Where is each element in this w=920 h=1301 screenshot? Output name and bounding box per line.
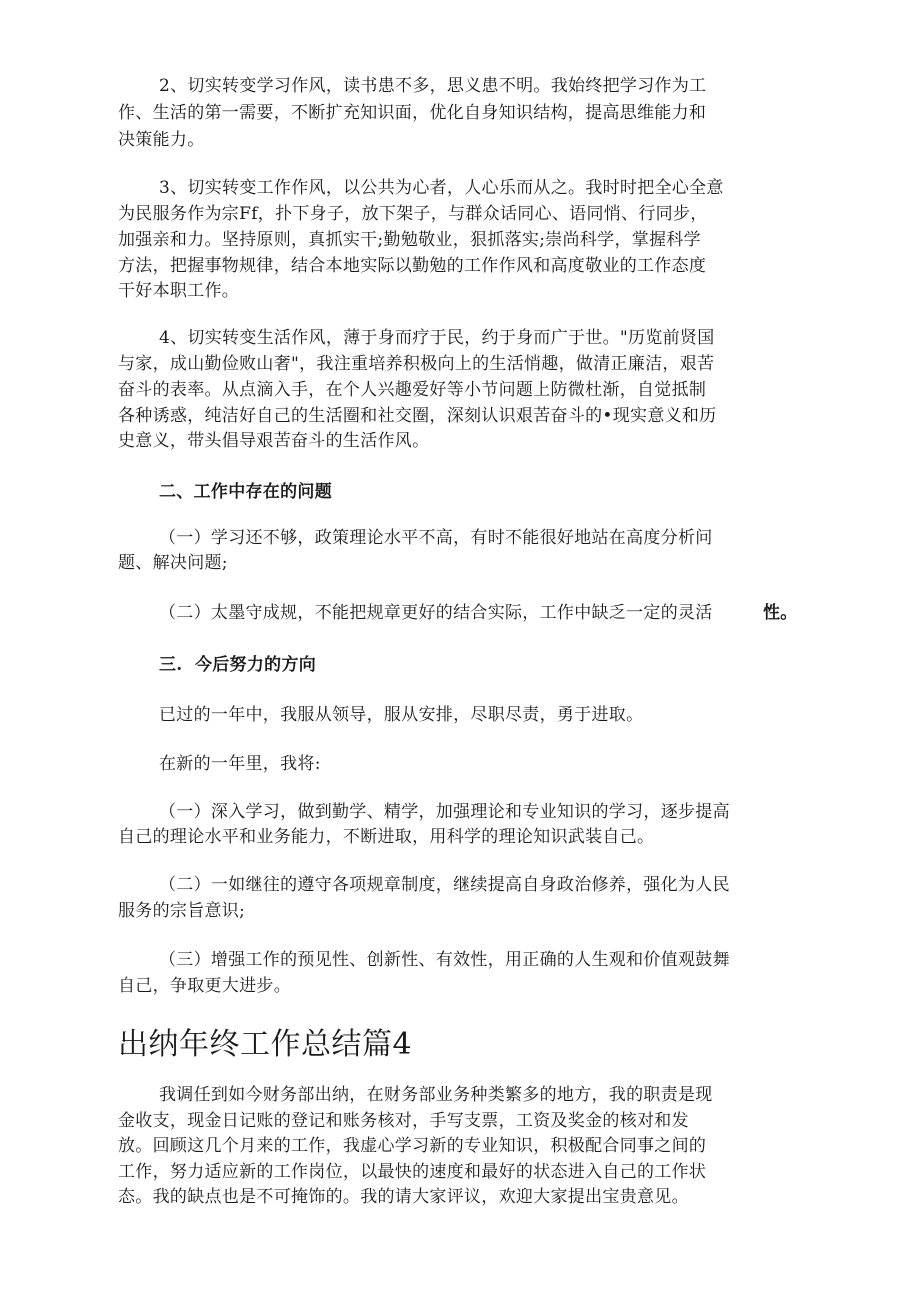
paragraph-4-line-3: 奋斗的表率。从点滴入手，在个人兴趣爱好等小节问题上防微杜渐，自觉抵制	[118, 380, 707, 400]
section-3-heading: 三. 今后努力的方向	[159, 655, 317, 675]
article-4-line-2: 金收支，现金日记账的登记和账务核对，手写支票，工资及奖金的核对和发	[118, 1111, 689, 1131]
section-2-item-1-line-2: 题、解决问题;	[118, 553, 228, 573]
paragraph-3-line-5: 干好本职工作。	[118, 281, 240, 301]
section-2-item-2-end: 性。	[763, 603, 798, 623]
section-2-heading: 二、工作中存在的问题	[159, 482, 332, 502]
section-3-paragraph-1: 已过的一年中，我服从领导，服从安排，尽职尽责，勇于进取。	[159, 705, 644, 725]
paragraph-3-line-1: 3、切实转变工作作风，以公共为心者，人心乐而从之。我时时把全心全意	[159, 178, 724, 198]
section-3-item-3-line-1: （三）增强工作的预见性、创新性、有效性，用正确的人生观和价值观鼓舞	[159, 950, 730, 970]
section-3-item-1-line-2: 自己的理论水平和业务能力，不断进取，用科学的理论知识武装自己。	[118, 827, 655, 847]
article-4-line-3: 放。回顾这几个月来的工作，我虚心学习新的专业知识，积极配合同事之间的	[118, 1136, 707, 1156]
article-4-title: 出纳年终工作总结篇4	[118, 1027, 413, 1062]
article-4-line-1: 我调任到如今财务部出纳，在财务部业务种类繁多的地方，我的职责是现	[159, 1085, 713, 1105]
paragraph-4-line-5: 史意义，带头倡导艰苦奋斗的生活作风。	[118, 431, 430, 451]
section-3-item-1-line-1: （一）深入学习，做到勤学、精学，加强理论和专业知识的学习，逐步提高	[159, 802, 730, 822]
paragraph-4-line-1: 4、切实转变生活作风，薄于身而疗于民，约于身而广于世。"历览前贤国	[159, 328, 715, 348]
paragraph-3-line-2: 为民服务作为宗Ff，扑下身子，放下架子，与群众话同心、语同悄、行同步，	[118, 204, 708, 224]
paragraph-2-line-2: 作、生活的第一需要，不断扩充知识面，优化自身知识结构，提高思维能力和	[118, 103, 707, 123]
section-3-item-3-line-2: 自己，争取更大进步。	[118, 976, 291, 996]
article-4-line-5: 态。我的缺点也是不可掩饰的。我的请大家评议，欢迎大家提出宝贵意见。	[118, 1187, 689, 1207]
section-2-item-1-line-1: （一）学习还不够，政策理论水平不高，有时不能很好地站在高度分析问	[159, 528, 713, 548]
paragraph-3-line-3: 加强亲和力。坚持原则，真抓实干;勤勉敬业，狠抓落实;崇尚科学，掌握科学	[118, 230, 701, 250]
paragraph-3-line-4: 方法，把握事物规律，结合本地实际以勤勉的工作作风和高度敬业的工作态度	[118, 256, 707, 276]
paragraph-2-line-3: 决策能力。	[118, 130, 205, 150]
section-3-item-2-line-1: （二）一如继往的遵守各项规章制度，继续提高自身政治修养，强化为人民	[159, 875, 730, 895]
section-3-paragraph-2: 在新的一年里，我将:	[159, 754, 321, 774]
article-4-line-4: 工作，努力适应新的工作岗位，以最快的速度和最好的状态进入自己的工作状	[118, 1162, 707, 1182]
paragraph-4-line-4: 各种诱惑，纯洁好自己的生活圈和社交圈，深刻认识艰苦奋斗的•现实意义和历	[118, 406, 717, 426]
paragraph-2-line-1: 2、切实转变学习作风，读书患不多，思义患不明。我始终把学习作为工	[159, 76, 707, 96]
section-2-item-2: （二）太墨守成规，不能把规章更好的结合实际，工作中缺乏一定的灵活	[159, 603, 713, 623]
section-3-item-2-line-2: 服务的宗旨意识;	[118, 901, 246, 921]
paragraph-4-line-2: 与家，成山勤俭败山奢"，我注重培养积极向上的生活悄趣，做清正廉洁，艰苦	[118, 354, 715, 374]
